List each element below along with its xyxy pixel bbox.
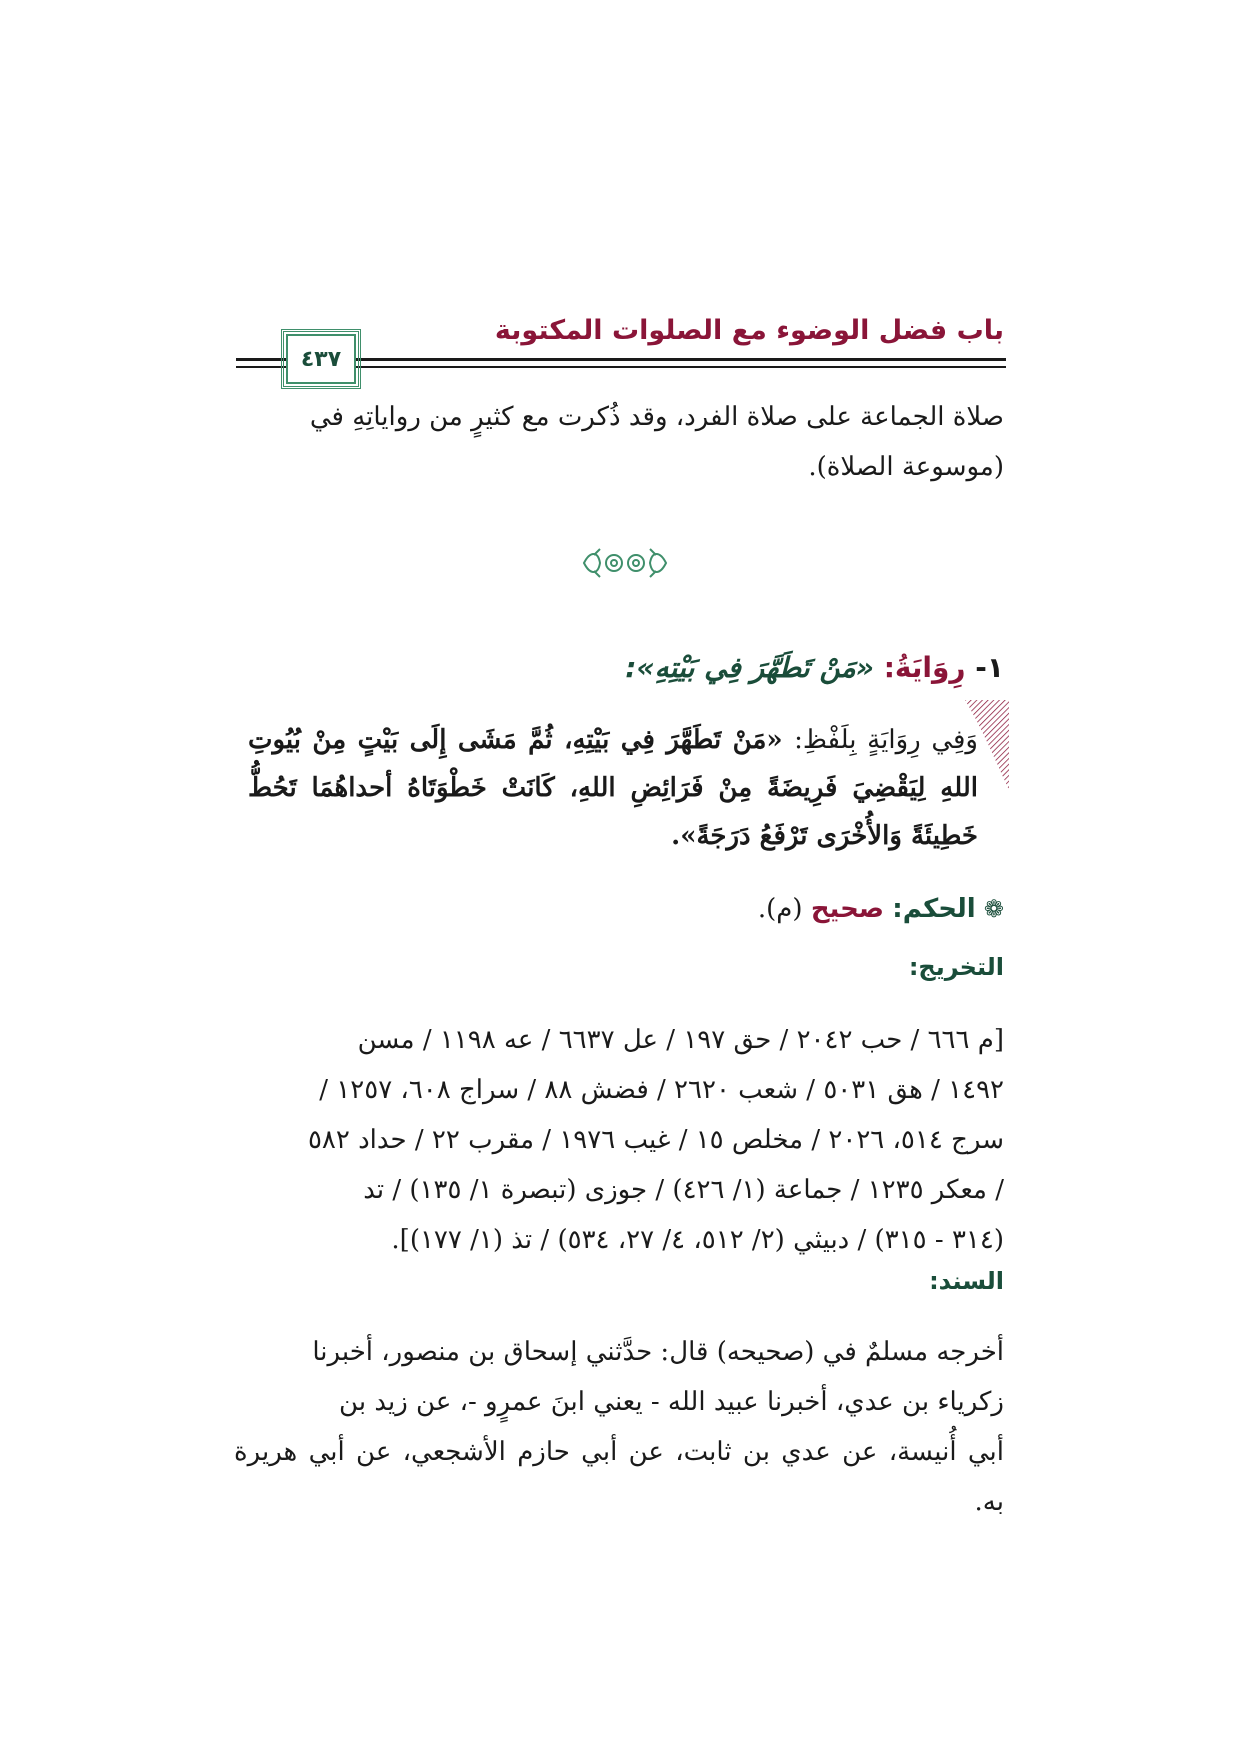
ruling-source: (م).	[757, 894, 803, 924]
sanad-paragraph	[234, 1327, 1004, 1527]
takhrij-paragraph	[234, 1015, 1004, 1265]
section-quote: «مَنْ تَطَهَّرَ فِي بَيْتِهِ»:	[625, 651, 874, 684]
intro-paragraph	[234, 392, 1004, 492]
section-label: رِوَايَةُ:	[883, 651, 966, 684]
ruling-label: الحكم:	[892, 894, 976, 924]
intro-line: صلاة الجماعة على صلاة الفرد، وقد ذُكرت مع كثيرٍ من رواياتِهِ في	[309, 402, 1004, 432]
ruling-value: صحيح	[810, 894, 885, 924]
flourish-ornament-icon	[580, 545, 670, 581]
ruling-line	[234, 894, 1004, 924]
takhrij-line: [م ٦٦٦ / حب ٢٠٤٢ / حق ١٩٧ / عل ٦٦٣٧ / عه ١١٩٨ / مسن	[357, 1025, 1004, 1055]
sanad-line: أخرجه مسلمٌ في (صحيحه) قال: حدَّثني إسحاق بن منصور، أخبرنا	[312, 1337, 1004, 1367]
narration-block	[248, 716, 978, 860]
takhrij-line: / معكر ١٢٣٥ / جماعة (١/ ٤٢٦) / جوزى (تبصرة ١/ ١٣٥) / تد	[363, 1175, 1004, 1205]
takhrij-line: ١٤٩٢ / هق ٥٠٣١ / شعب ٢٦٢٠ / فضش ٨٨ / سراج ٦٠٨، ١٢٥٧ /	[319, 1075, 1004, 1105]
section-heading	[234, 651, 1004, 684]
takhrij-line: (٣١٤ - ٣١٥) / دبيثي (٢/ ٥١٢، ٤/ ٢٧، ٥٣٤) / تذ (١/ ١٧٧)].	[391, 1225, 1004, 1255]
takhrij-heading: التخريج:	[908, 953, 1004, 981]
flower-ornament-icon: ❁	[983, 895, 1004, 923]
sanad-line: زكرياء بن عدي، أخبرنا عبيد الله - يعني ابنَ عمرٍو -، عن زيد بن	[339, 1387, 1004, 1417]
narration-text: «مَنْ تَطَهَّرَ فِي بَيْتِهِ، ثُمَّ مَشَى إِلَى بَيْتٍ مِنْ بُيُوتِ اللهِ لِيَقْضِيَ فَرِيضَةً مِنْ فَرَائِضِ اللهِ، كَانَتْ خَطْوَتَاهُ أحداهُمَا تَحُطُّ خَطِيئَةً وَالأُخْرَى تَرْفَعُ دَرَجَةً».	[248, 725, 978, 851]
chapter-title: باب فضل الوضوء مع الصلوات المكتوبة	[494, 315, 1004, 346]
sanad-heading: السند:	[929, 1267, 1004, 1295]
page-number: ٤٣٧	[300, 346, 342, 372]
sanad-line: أبي أُنيسة، عن عدي بن ثابت، عن أبي حازم الأشجعي، عن أبي هريرة به.	[234, 1437, 1004, 1517]
takhrij-line: سرج ٥١٤، ٢٠٢٦ / مخلص ١٥ / غيب ١٩٧٦ / مقرب ٢٢ / حداد ٥٨٢	[307, 1125, 1004, 1155]
page-number-frame	[286, 334, 356, 384]
narration-intro: وَفِي رِوَايَةٍ بِلَفْظِ:	[794, 725, 978, 755]
section-number: ١-	[975, 651, 1004, 684]
intro-line: (موسوعة الصلاة).	[808, 452, 1004, 482]
